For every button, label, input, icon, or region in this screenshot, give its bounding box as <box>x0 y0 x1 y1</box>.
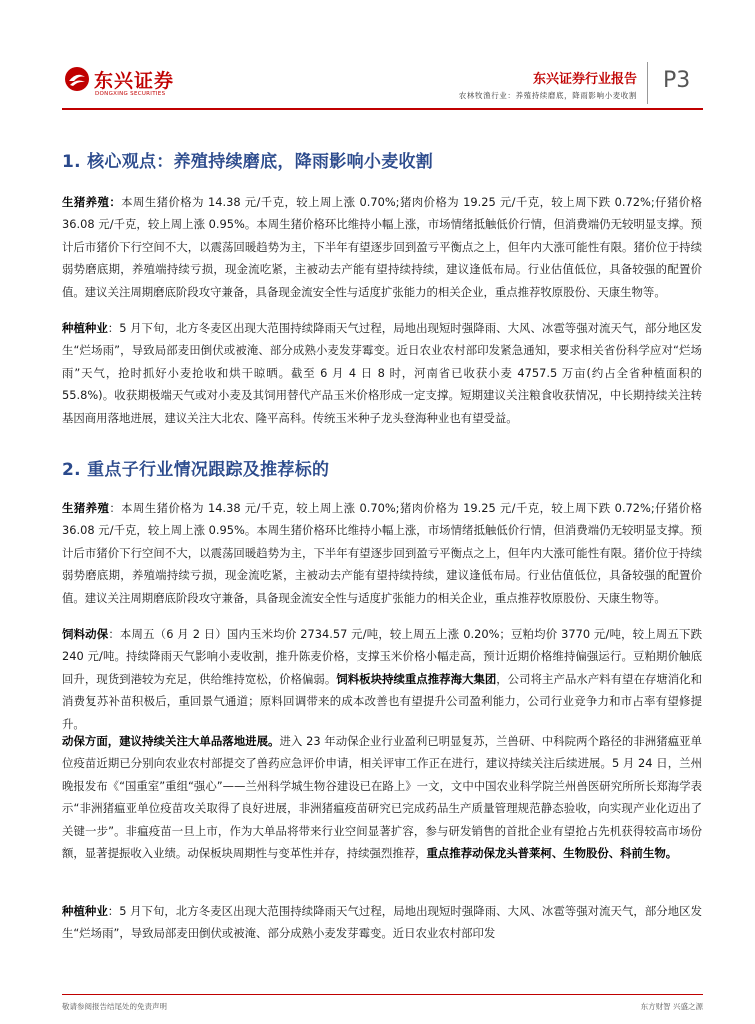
paragraph-crop-seed-1 <box>62 317 702 429</box>
paragraph-body: ：本周生猪价格为 14.38 元/千克，较上周上涨 0.70%;猪肉价格为 19.25 元/千克，较上周下跌 0.72%;仔猪价格 36.08 元/千克，较上周上涨 0.95%。本周生猪价格环比维持小幅上涨，市场情绪抵触低价行情，但消费端仍无较明显支撑。预计后市猪价下行空间不大，以震荡回暖趋势为主，下半年有望逐步回到盈亏平衡点之上，但年内大涨可能性有限。猪价位于持续弱势磨底期，养殖端持续亏损，现金流吃紧，主被动去产能有望持续持续，建议逢低布局。行业估值低位，具备较强的配置价值。建议关注周期磨底阶段攻守兼备，具备现金流安全性与适度扩张能力的相关企业，重点推荐牧原股份、天康生物等。 <box>62 501 702 605</box>
paragraph-lead: 种植种业 <box>62 904 108 918</box>
recommendation-highlight: 饲料板块持续重点推荐海大集团 <box>336 671 497 686</box>
dongxing-logo-icon <box>64 66 90 92</box>
footer-slogan: 东方财智 兴盛之源 <box>640 1002 703 1011</box>
paragraph-body: ：5 月下旬，北方冬麦区出现大范围持续降雨天气过程，局地出现短时强降雨、大风、冰雹等强对流天气，部分地区发生“烂场雨”，导致局部麦田倒伏或被淹、部分成熟小麦发芽霉变。近日农业农村部印发紧急通知，要求相关省份科学应对“烂场雨”天气，抢时抓好小麦抢收和烘干晾晒。截至 6 月 4 日 8 时，河南省已收获小麦 4757.5 万亩(约占全省种植面积的 55.8%)。收获期极端天气或对小麦及其饲用替代产品玉米价格形成一定支撑。短期建议关注粮食收获情况，中长期持续关注转基因商用落地进展，建议关注大北农、隆平高科。传统玉米种子龙头登海种业也有望受益。 <box>62 321 702 425</box>
paragraph-body: ：5 月下旬，北方冬麦区出现大范围持续降雨天气过程，局地出现短时强降雨、大风、冰雹等强对流天气，部分地区发生“烂场雨”，导致局部麦田倒伏或被淹、部分成熟小麦发芽霉变。近日农业农村部印发 <box>62 904 702 941</box>
section-heading-2: 2. 重点子行业情况跟踪及推荐标的 <box>62 460 330 480</box>
paragraph-lead: 种植种业 <box>62 321 108 335</box>
logo-english-name: DONGXING SECURITIES <box>95 91 166 97</box>
paragraph-pig-farming-1 <box>62 191 702 303</box>
paragraph-body: 进入 23 年动保企业行业盈利已明显复苏，兰兽研、中科院两个路径的非洲猪瘟亚单位疫苗近期已分别向农业农村部提交了兽药应急评价申请，相关评审工作正在进行，建议持续关注后续进展。5 月 24 日，兰州晚报发布《“国重室”重组“强心”——兰州科学城生物谷建设已在路上》一文，文中中国农业科学院兰州兽医研究所所长郑海学表示“非洲猪瘟亚单位疫苗攻关取得了良好进展，非洲猪瘟疫苗研究已完成药品生产质量管理规范静态验收，向实现产业化迈出了关键一步”。非瘟疫苗一旦上市，作为大单品将带来行业空间显著扩容，参与研发销售的首批企业有望抢占先机获得较高市场份额，显著提振收入业绩。动保板块周期性与变革性并存，持续强烈推荐， <box>62 734 702 861</box>
page-number: P3 <box>663 68 691 93</box>
paragraph-lead: 生猪养殖： <box>62 195 122 209</box>
paragraph-lead: 饲料动保 <box>62 627 109 641</box>
header-divider <box>647 62 648 104</box>
report-subtitle: 农林牧渔行业：养殖持续磨底，降雨影响小麦收割 <box>458 91 637 100</box>
header-rule <box>62 108 703 110</box>
report-title: 东兴证券行业报告 <box>532 72 637 87</box>
paragraph-animal-health-vaccine <box>62 730 702 864</box>
footer-disclaimer: 敬请参阅报告结尾处的免责声明 <box>62 1002 167 1011</box>
footer-rule <box>62 994 703 995</box>
logo-chinese-name: 东兴证券 <box>94 70 175 92</box>
company-logo <box>64 64 184 104</box>
paragraph-pig-farming-2 <box>62 497 702 609</box>
paragraph-lead: 动保方面，建议持续关注大单品落地进展。 <box>62 734 280 748</box>
paragraph-body: ，公司将主产品水产料有望在存塘消化和消费复苏补苗积极后，重回景气通道；原料回调带来的成本改善也有望提升公司盈利能力，公司行业竞争力和市占率有望修提升。 <box>62 671 702 731</box>
paragraph-lead: 生猪养殖 <box>62 501 110 515</box>
recommendation-highlight: 重点推荐动保龙头普莱柯、生物股份、科前生物。 <box>426 846 678 861</box>
paragraph-body: ：本周五（6 月 2 日）国内玉米均价 2734.57 元/吨，较上周五上涨 0.20%；豆粕均价 3770 元/吨，较上周五下跌 240 元/吨。持续降雨天气影响小麦收割，推升陈麦价格，支撑玉米价格小幅走高，预计近期价格维持偏强运行。豆粕期价触底回升，现货到港较为充足，供给维持宽松，价格偏弱。 <box>62 627 702 686</box>
paragraph-body: 本周生猪价格为 14.38 元/千克，较上周上涨 0.70%;猪肉价格为 19.25 元/千克，较上周下跌 0.72%;仔猪价格 36.08 元/千克，较上周上涨 0.95%。本周生猪价格环比维持小幅上涨，市场情绪抵触低价行情，但消费端仍无较明显支撑。预计后市猪价下行空间不大，以震荡回暖趋势为主，下半年有望逐步回到盈亏平衡点之上，但年内大涨可能性有限。猪价位于持续弱势磨底期，养殖端持续亏损，现金流吃紧，主被动去产能有望持续持续，建议逢低布局。行业估值低位，具备较强的配置价值。建议关注周期磨底阶段攻守兼备，具备现金流安全性与适度扩张能力的相关企业，重点推荐牧原股份、天康生物等。 <box>62 195 702 299</box>
section-heading-1: 1. 核心观点：养殖持续磨底，降雨影响小麦收割 <box>62 152 434 172</box>
paragraph-feed-animal-health <box>62 623 702 735</box>
paragraph-crop-seed-2 <box>62 900 702 945</box>
